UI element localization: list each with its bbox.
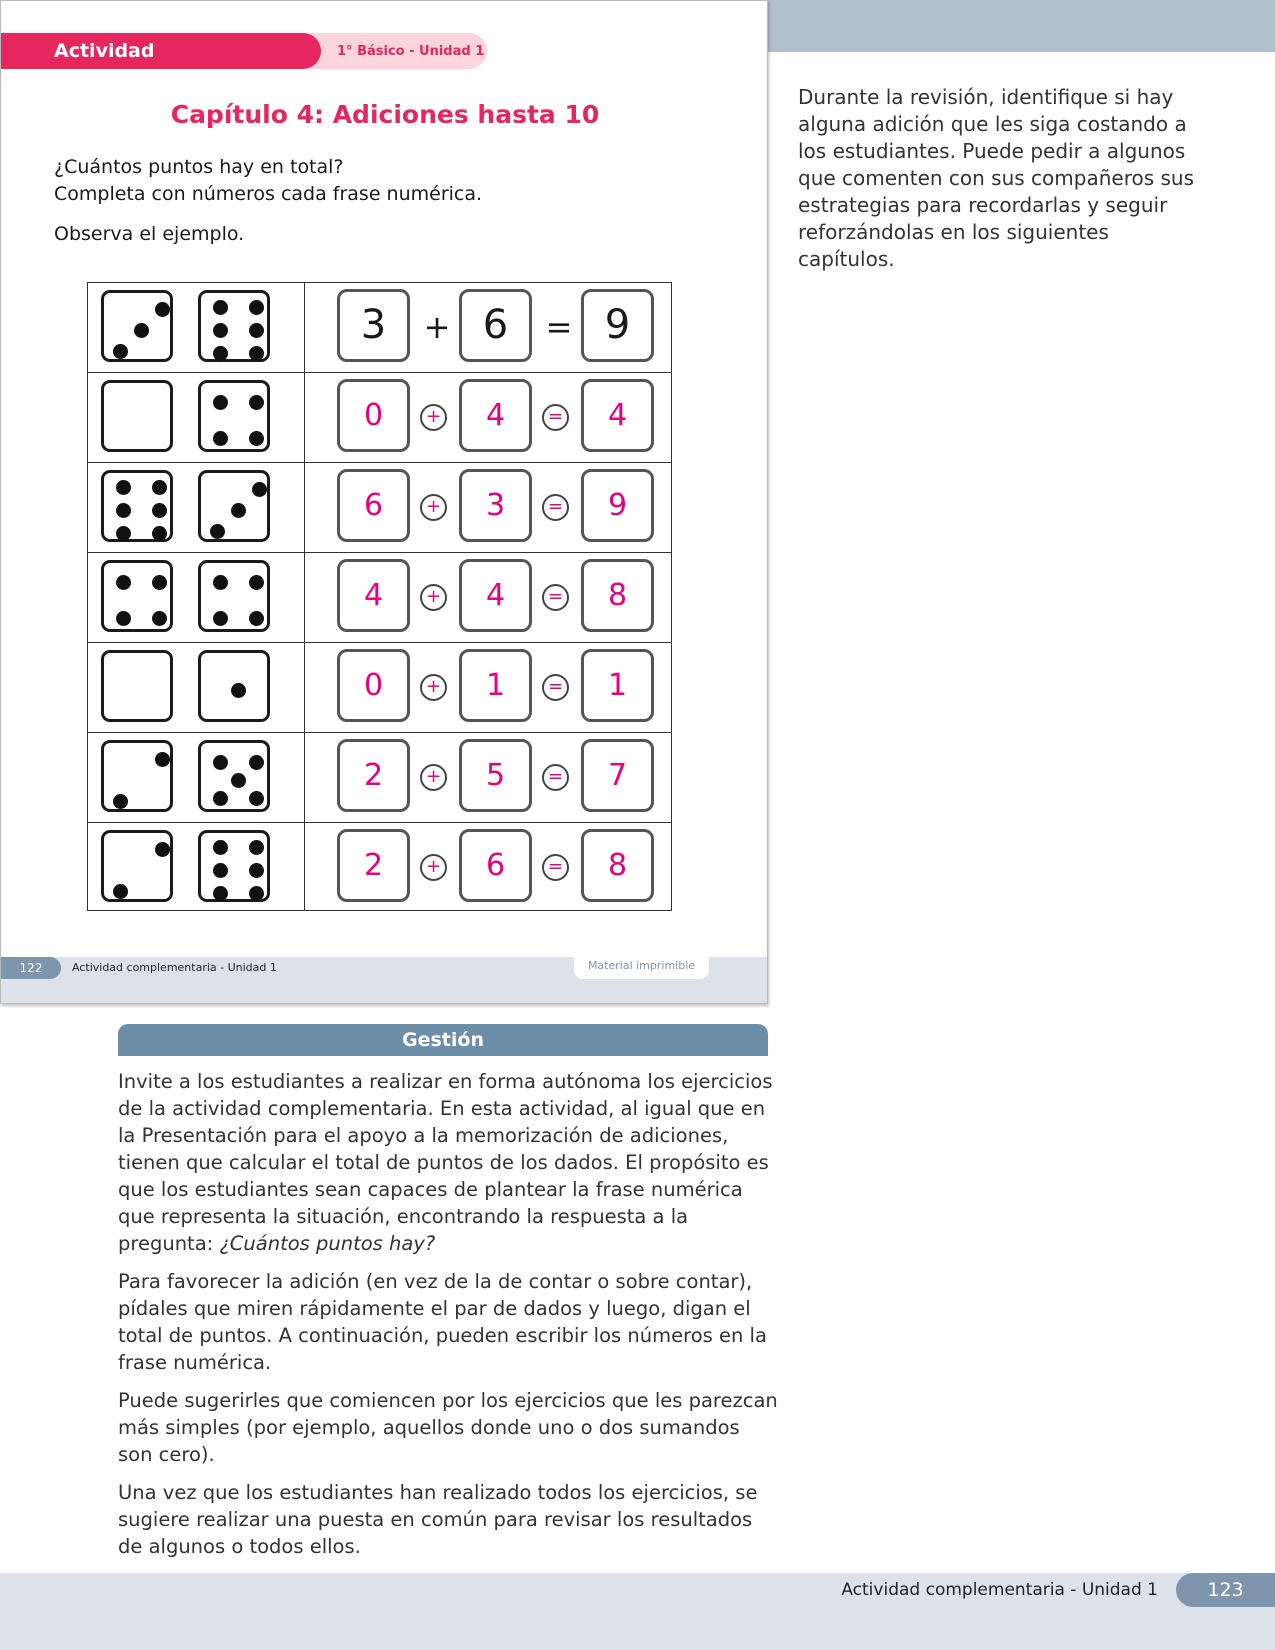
- addend-a-box: 3: [337, 289, 410, 362]
- die-icon: [101, 560, 173, 632]
- addend-a-box: 6: [337, 469, 410, 542]
- printable-sheet: [0, 0, 768, 1004]
- sheet-page-number: 122: [1, 957, 61, 979]
- sheet-footer-text: Actividad complementaria - Unidad 1: [72, 961, 277, 974]
- plus-sign: +: [420, 764, 447, 791]
- exercise-row: [88, 373, 671, 463]
- die-pip: [116, 480, 131, 495]
- top-band: [768, 0, 1275, 52]
- instruction-example: Observa el ejemplo.: [54, 223, 245, 245]
- addend-b-box: 3: [459, 469, 532, 542]
- die-icon: [198, 830, 270, 902]
- sum-box: 7: [581, 739, 654, 812]
- addend-a-box: 2: [337, 829, 410, 902]
- sum-box: 8: [581, 829, 654, 902]
- die-pip: [249, 863, 264, 878]
- sheet-header-title: Actividad complementaria: [1, 33, 321, 69]
- die-icon: [198, 290, 270, 362]
- die-icon: [101, 380, 173, 452]
- die-icon: [101, 830, 173, 902]
- equals-sign: =: [542, 854, 569, 881]
- die-icon: [101, 650, 173, 722]
- equals-sign: =: [542, 584, 569, 611]
- die-pip: [213, 346, 228, 361]
- die-pip: [116, 611, 131, 626]
- die-pip: [249, 791, 264, 806]
- sum-box: 4: [581, 379, 654, 452]
- exercise-row: [88, 463, 671, 553]
- addend-a-box: 4: [337, 559, 410, 632]
- page-number: 123: [1176, 1573, 1275, 1607]
- die-icon: [198, 740, 270, 812]
- die-pip: [152, 575, 167, 590]
- sum-box: 9: [581, 289, 654, 362]
- addend-b-box: 1: [459, 649, 532, 722]
- die-pip: [213, 840, 228, 855]
- die-icon: [198, 380, 270, 452]
- die-pip: [213, 323, 228, 338]
- addend-b-box: 6: [459, 289, 532, 362]
- die-pip: [152, 526, 167, 541]
- instruction-question: ¿Cuántos puntos hay en total?: [54, 156, 344, 178]
- die-pip: [249, 611, 264, 626]
- die-pip: [116, 526, 131, 541]
- gestion-p1-text: Invite a los estudiantes a realizar en forma autónoma los ejercicios de la actividad complementaria. En esta actividad, al igual que en la Presentación para el apoyo a la memorización de adiciones, tienen que calcular el total de puntos de los dados. El propósito es que los estudiantes sean capaces de plantear la frase numérica que representa la situación, encontrando la respuesta a la pregunta:: [118, 1070, 773, 1255]
- die-pip: [152, 503, 167, 518]
- die-pip: [249, 300, 264, 315]
- addend-a-box: 2: [337, 739, 410, 812]
- die-pip: [213, 300, 228, 315]
- die-pip: [249, 346, 264, 361]
- die-icon: [198, 560, 270, 632]
- plus-sign: +: [420, 584, 447, 611]
- sheet-footer: [1, 957, 768, 1004]
- gestion-paragraph: Para favorecer la adición (en vez de la de contar o sobre contar), pídales que miren rápidamente el par de dados y luego, digan el total de puntos. A continuación, pueden escribir los números en la frase numérica.: [118, 1270, 767, 1374]
- plus-sign: +: [420, 494, 447, 521]
- die-pip: [116, 575, 131, 590]
- equals-sign: =: [542, 404, 569, 431]
- instruction-complete: Completa con números cada frase numérica.: [54, 183, 483, 205]
- die-pip: [249, 431, 264, 446]
- die-pip: [249, 323, 264, 338]
- die-pip: [134, 323, 149, 338]
- die-icon: [101, 290, 173, 362]
- gestion-header: Gestión: [118, 1024, 768, 1056]
- die-pip: [155, 842, 170, 857]
- die-pip: [213, 575, 228, 590]
- die-pip: [155, 752, 170, 767]
- die-pip: [213, 755, 228, 770]
- plus-sign: +: [420, 854, 447, 881]
- plus-sign: +: [420, 404, 447, 431]
- die-pip: [249, 840, 264, 855]
- exercise-row: [88, 643, 671, 733]
- plus-sign: +: [420, 674, 447, 701]
- gestion-paragraph: Una vez que los estudiantes han realizado todos los ejercicios, se sugiere realizar una puesta en común para revisar los resultados de algunos o todos ellos.: [118, 1481, 758, 1558]
- die-pip: [249, 575, 264, 590]
- addend-b-box: 4: [459, 379, 532, 452]
- die-pip: [249, 886, 264, 901]
- page-footer-text: Actividad complementaria - Unidad 1: [841, 1580, 1158, 1600]
- die-pip: [155, 302, 170, 317]
- example-row: [88, 283, 671, 373]
- gestion-p1-question: ¿Cuántos puntos hay?: [219, 1232, 436, 1255]
- equals-sign: =: [545, 308, 573, 346]
- sheet-header-subtitle: 1° Básico - Unidad 1: [337, 44, 485, 59]
- equals-sign: =: [542, 494, 569, 521]
- addend-a-box: 0: [337, 649, 410, 722]
- material-label: Material imprimible: [574, 955, 709, 979]
- die-icon: [101, 740, 173, 812]
- die-pip: [231, 773, 246, 788]
- die-pip: [152, 611, 167, 626]
- die-icon: [198, 650, 270, 722]
- sum-box: 8: [581, 559, 654, 632]
- addend-b-box: 5: [459, 739, 532, 812]
- die-pip: [113, 884, 128, 899]
- die-icon: [101, 470, 173, 542]
- die-pip: [113, 794, 128, 809]
- sum-box: 1: [581, 649, 654, 722]
- addend-a-box: 0: [337, 379, 410, 452]
- die-pip: [213, 395, 228, 410]
- exercise-table: [87, 282, 672, 911]
- die-pip: [213, 863, 228, 878]
- gestion-body: [118, 1068, 778, 1571]
- die-pip: [210, 524, 225, 539]
- addend-b-box: 6: [459, 829, 532, 902]
- side-note: Durante la revisión, identifique si hay alguna adición que les siga costando a los estudiantes. Puede pedir a algunos que comenten con sus compañeros sus estrategias para recordarlas y seguir reforzándolas en los siguientes capítulos.: [798, 85, 1195, 271]
- die-pip: [249, 755, 264, 770]
- chapter-title: Capítulo 4: Adiciones hasta 10: [170, 100, 600, 129]
- die-pip: [213, 886, 228, 901]
- die-pip: [213, 791, 228, 806]
- die-pip: [116, 503, 131, 518]
- exercise-row: [88, 553, 671, 643]
- die-icon: [198, 470, 270, 542]
- die-pip: [231, 683, 246, 698]
- die-pip: [231, 503, 246, 518]
- exercise-row: [88, 823, 671, 913]
- gestion-paragraph: Puede sugerirles que comiencen por los ejercicios que les parezcan más simples (por ejemplo, aquellos donde uno o dos sumandos son cero).: [118, 1389, 778, 1466]
- addend-b-box: 4: [459, 559, 532, 632]
- plus-sign: +: [423, 308, 451, 346]
- sum-box: 9: [581, 469, 654, 542]
- die-pip: [213, 611, 228, 626]
- die-pip: [252, 482, 267, 497]
- gestion-paragraph: [118, 1068, 778, 1257]
- die-pip: [213, 431, 228, 446]
- die-pip: [152, 480, 167, 495]
- exercise-row: [88, 733, 671, 823]
- equals-sign: =: [542, 674, 569, 701]
- die-pip: [249, 395, 264, 410]
- die-pip: [113, 344, 128, 359]
- equals-sign: =: [542, 764, 569, 791]
